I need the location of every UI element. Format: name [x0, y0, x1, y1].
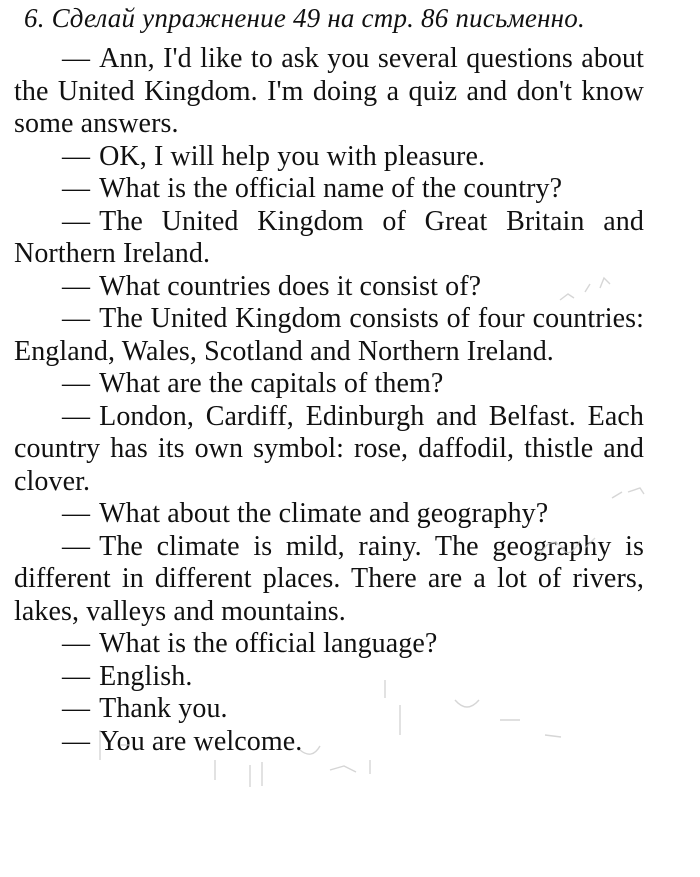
dialogue-line — [14, 726, 644, 759]
dash: — — [62, 270, 91, 302]
dash: — — [62, 693, 91, 724]
dialogue-line — [14, 661, 644, 694]
dialogue-text: What is the official name of the country? — [99, 173, 563, 204]
dialogue-line — [14, 368, 644, 401]
dialogue-text: What are the capitals of them? — [99, 368, 444, 399]
dialogue-text: London, Cardiff, Edinburgh and Belfast. Each country has its own symbol: rose, daffodil, thistle and clover. — [14, 400, 644, 497]
dialogue-line — [14, 628, 644, 661]
dash: — — [62, 43, 91, 74]
dialogue-line — [14, 141, 644, 174]
dialogue-line — [14, 206, 644, 271]
dialogue-text: The United Kingdom of Great Britain and Northern Ireland. — [14, 205, 644, 269]
dialogue-line — [14, 303, 644, 368]
dialogue-text: Ann, I'd like to ask you several questions about the United Kingdom. I'm doing a quiz and don't know some answers. — [14, 43, 644, 139]
dialogue — [14, 43, 644, 758]
dialogue-line — [14, 271, 644, 304]
dialogue-line — [14, 693, 644, 726]
dash: — — [62, 205, 91, 237]
dash: — — [62, 173, 91, 204]
dialogue-line — [14, 401, 644, 499]
dash: — — [62, 368, 91, 399]
dialogue-text: English. — [99, 660, 193, 692]
dash: — — [62, 530, 91, 562]
dialogue-text: What countries does it consist of? — [99, 270, 482, 302]
dialogue-line — [14, 531, 644, 629]
textbook-page — [14, 2, 644, 758]
dash: — — [62, 498, 91, 529]
dialogue-line — [14, 43, 644, 141]
dialogue-text: What is the official language? — [99, 628, 438, 659]
dialogue-text: Thank you. — [99, 693, 228, 724]
dash: — — [62, 725, 91, 757]
dialogue-text: OK, I will help you with pleasure. — [99, 140, 486, 172]
dash: — — [62, 660, 91, 692]
task-heading: 6. Сделай упражнение 49 на стр. 86 письменно. — [24, 3, 585, 33]
dash: — — [62, 140, 91, 172]
dialogue-text: The United Kingdom consists of four countries: England, Wales, Scotland and Northern Ireland. — [14, 303, 644, 367]
dialogue-line — [14, 498, 644, 531]
dash: — — [62, 628, 91, 659]
dialogue-text: What about the climate and geography? — [99, 498, 549, 529]
dialogue-text: The climate is mild, rainy. The geography is different in different places. There are a lot of rivers, lakes, valleys and mountains. — [14, 530, 644, 627]
dash: — — [62, 303, 91, 334]
dialogue-line — [14, 173, 644, 206]
dialogue-text: You are welcome. — [99, 725, 303, 757]
dash: — — [62, 400, 91, 432]
